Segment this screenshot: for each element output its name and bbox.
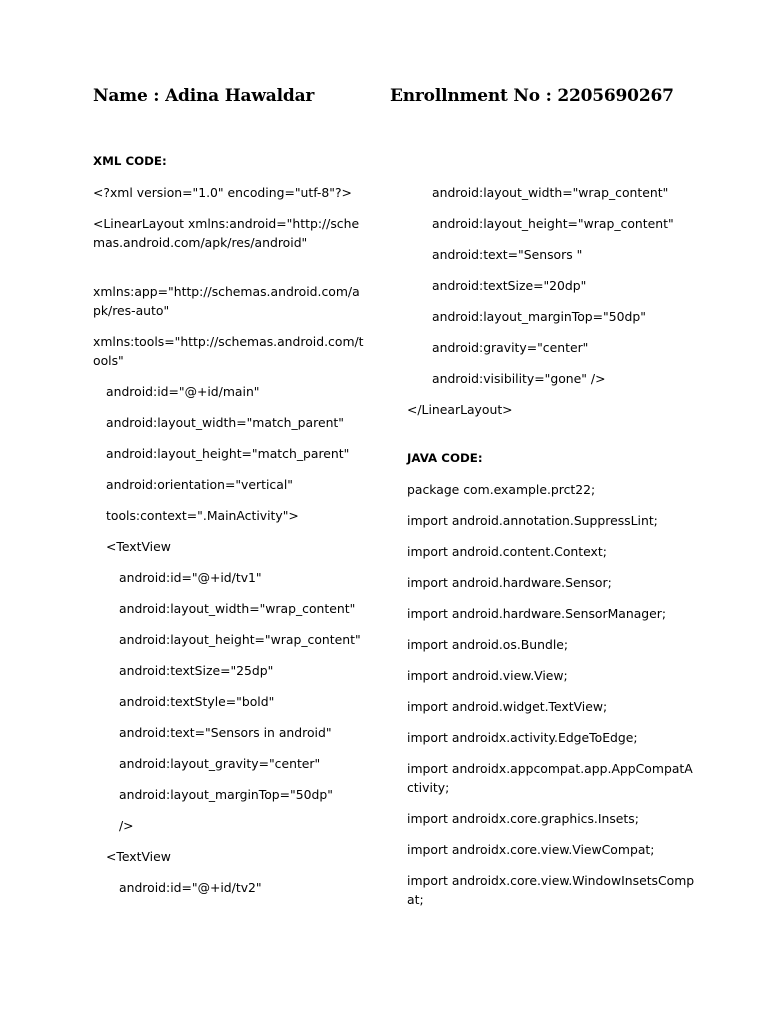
code-line: android:id="@+id/tv2" (119, 880, 262, 895)
code-line: android:layout_width="wrap_content" (432, 185, 669, 200)
code-line: package com.example.prct22; (407, 482, 596, 497)
code-line: import androidx.core.view.ViewCompat; (407, 842, 655, 857)
code-line: android:orientation="vertical" (106, 477, 293, 492)
code-line: xmlns:app="http://schemas.android.com/apk/res-auto" (93, 284, 360, 318)
code-line: android:textSize="20dp" (432, 278, 587, 293)
student-name: Name : Adina Hawaldar (93, 86, 315, 106)
code-line: <?xml version="1.0" encoding="utf-8"?> (93, 185, 352, 200)
code-line: android:layout_gravity="center" (119, 756, 321, 771)
code-line: android:textStyle="bold" (119, 694, 275, 709)
code-line: import android.os.Bundle; (407, 637, 569, 652)
code-line: android:layout_height="wrap_content" (432, 216, 674, 231)
code-line: android:id="@+id/main" (106, 384, 260, 399)
code-line: import androidx.activity.EdgeToEdge; (407, 730, 638, 745)
code-line: import android.annotation.SuppressLint; (407, 513, 658, 528)
enrollment-number: Enrollnment No : 2205690267 (390, 86, 674, 106)
code-line: android:text="Sensors in android" (119, 725, 332, 740)
code-line: android:layout_height="wrap_content" (119, 632, 361, 647)
code-line: android:text="Sensors " (432, 247, 583, 262)
code-line: import android.hardware.Sensor; (407, 575, 612, 590)
section-gap (407, 431, 697, 449)
left-column (93, 152, 365, 909)
code-line: android:id="@+id/tv1" (119, 570, 262, 585)
code-line: xmlns:tools="http://schemas.android.com/tools" (93, 334, 364, 368)
code-line: <LinearLayout xmlns:android="http://schemas.android.com/apk/res/android" (93, 216, 360, 250)
code-line: android:layout_width="match_parent" (106, 415, 344, 430)
code-line: android:layout_height="match_parent" (106, 446, 350, 461)
code-line: android:visibility="gone" /> (432, 371, 606, 386)
code-line: import android.widget.TextView; (407, 699, 608, 714)
code-line: import androidx.core.view.WindowInsetsCompat; (407, 873, 695, 907)
code-line: /> (119, 818, 134, 833)
code-line: android:layout_marginTop="50dp" (119, 787, 333, 802)
right-column (407, 183, 697, 921)
code-line: import androidx.appcompat.app.AppCompatActivity; (407, 761, 693, 795)
code-line: <TextView (106, 539, 171, 554)
code-line: android:layout_marginTop="50dp" (432, 309, 646, 324)
java-code-heading: JAVA CODE: (407, 451, 483, 465)
code-line: import android.hardware.SensorManager; (407, 606, 667, 621)
code-line: tools:context=".MainActivity"> (106, 508, 299, 523)
code-line: </LinearLayout> (407, 402, 513, 417)
code-line: android:layout_width="wrap_content" (119, 601, 356, 616)
code-line: import androidx.core.graphics.Insets; (407, 811, 639, 826)
code-line: android:gravity="center" (432, 340, 589, 355)
code-line: import android.view.View; (407, 668, 568, 683)
code-line: import android.content.Context; (407, 544, 607, 559)
code-line: <TextView (106, 849, 171, 864)
xml-code-heading: XML CODE: (93, 154, 167, 168)
code-line: android:textSize="25dp" (119, 663, 274, 678)
